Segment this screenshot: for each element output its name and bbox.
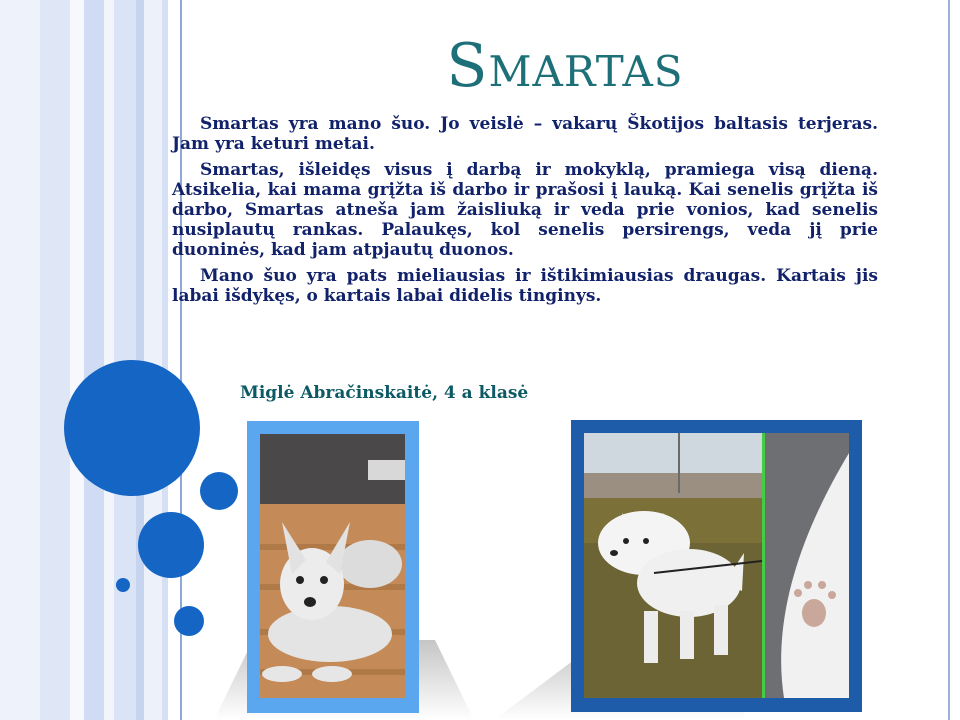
right-border-line (948, 0, 950, 720)
small-circle-decoration (200, 472, 238, 510)
small-circle-decoration-2 (174, 606, 204, 636)
author-line: Miglė Abračinskaitė, 4 a klasė (240, 383, 529, 403)
right-photo (584, 433, 849, 698)
large-circle-decoration (64, 360, 200, 496)
paragraph-3: Mano šuo yra pats mieliausias ir ištikimiausias draugas. Kartais jis labai išdykęs, o kartais labai didelis tinginys. (172, 266, 878, 306)
decorative-stripes (0, 0, 185, 720)
paragraph-2: Smartas, išleidęs visus į darbą ir mokyklą, pramiega visą dieną. Atsikelia, kai mama grįžta iš darbo ir prašosi į lauką. Kai senelis grįžta iš darbo, Smartas atneša jam žaisliuką ir veda prie vonios, kad senelis nusiplautų rankas. Palaukęs, kol senelis persirengs, veda jį prie duoninės, kad jam atpjautų duonos. (172, 160, 878, 260)
left-photo (260, 434, 405, 698)
medium-circle-decoration (138, 512, 204, 578)
paragraph-1: Smartas yra mano šuo. Jo veislė – vakarų Škotijos baltasis terjeras. Jam yra keturi metai. (172, 114, 878, 154)
puppy-photo-icon (260, 434, 405, 698)
tiny-circle-decoration (116, 578, 130, 592)
westie-photo-icon (584, 433, 849, 698)
slide-title: Smartas (446, 31, 684, 101)
body-text (172, 114, 878, 312)
